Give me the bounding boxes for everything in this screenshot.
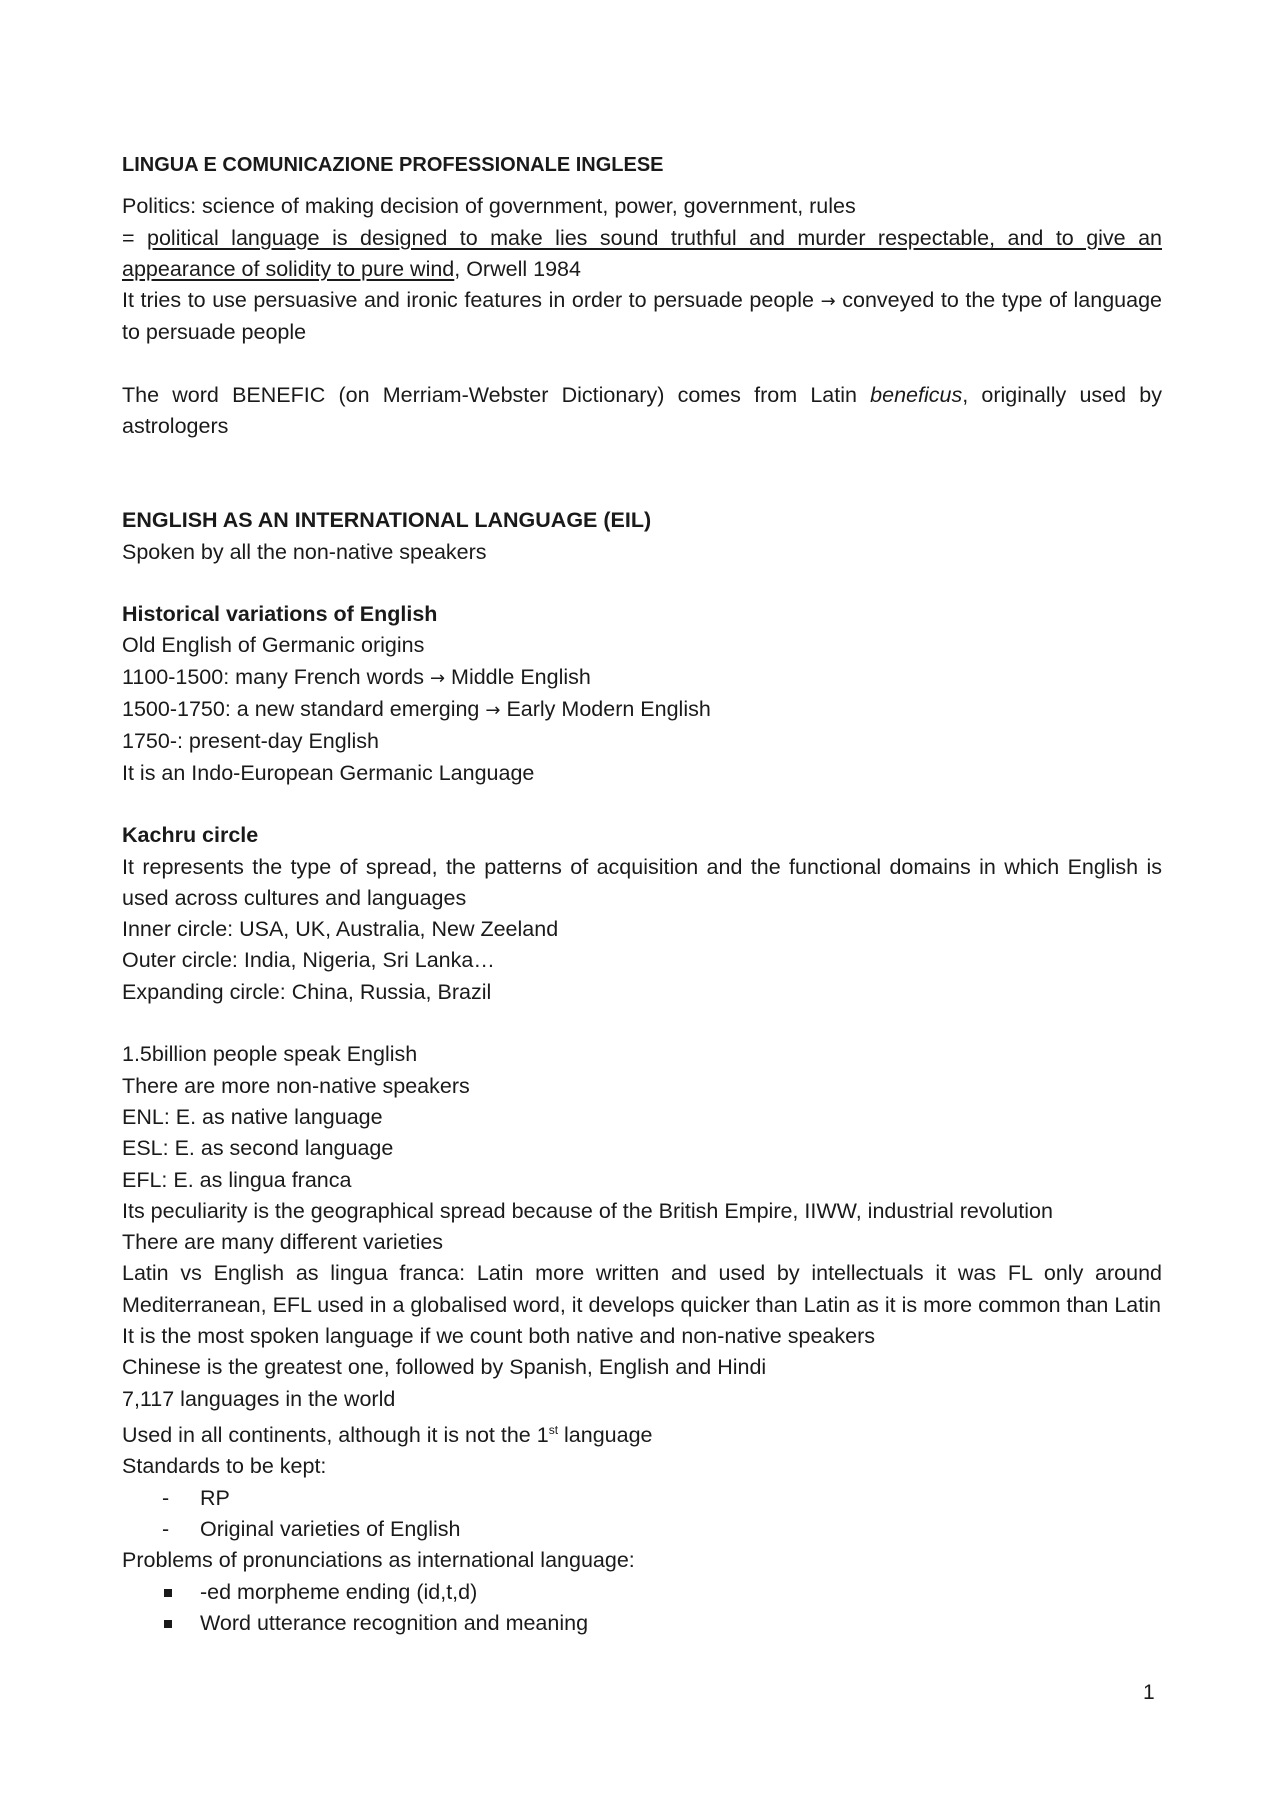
historical-period-1: 1100-1500: many French words [122,664,424,689]
fact-line: Latin vs English as lingua franca: Latin more written and used by intellectuals it was FL only around Mediterranean, EFL used in a globalised word, it develops quicker than Latin as it is more common than Latin [122,1261,1162,1317]
benefic-suffix: , originally used by astrologers [122,383,1162,439]
kachru-inner-circle: Inner circle: USA, UK, Australia, New Zeeland [122,917,559,942]
list-item [162,1483,1162,1514]
orwell-quote [122,223,1162,286]
ordinal-suffix: st [548,1422,559,1437]
historical-period-2: 1500-1750: a new standard emerging [122,697,480,722]
list-item [162,1608,1162,1639]
persuasion-line [122,285,1162,349]
list-item-text: -ed morpheme ending (id,t,d) [200,1579,478,1604]
historical-line-5: It is an Indo-European Germanic Language [122,760,535,785]
kachru-outer-circle: Outer circle: India, Nigeria, Sri Lanka… [122,948,495,973]
historical-line-2 [122,662,1162,694]
quote-attribution: , Orwell 1984 [454,256,581,281]
fact-text: Used in all continents, although it is not the 1 [122,1423,549,1448]
fact-line: ESL: E. as second language [122,1136,394,1161]
list-item [162,1577,1162,1608]
fact-line: Standards to be kept: [122,1454,327,1479]
fact-text: language [558,1423,653,1448]
historical-heading: Historical variations of English [122,602,438,627]
quote-prefix: = [122,225,148,250]
benefic-latin-term: beneficus [870,383,963,408]
list-item-text: Word utterance recognition and meaning [200,1610,589,1635]
dash-bullet-icon [162,1483,192,1514]
kachru-expanding-circle: Expanding circle: China, Russia, Brazil [122,979,492,1004]
orwell-quote-link[interactable]: political language is designed to make lies sound truthful and murder respectable, and to give an appearance of solidity to pure wind [122,225,1162,281]
fact-line: It is the most spoken language if we count both native and non-native speakers [122,1323,875,1348]
historical-line-3 [122,694,1162,726]
historical-line-1: Old English of Germanic origins [122,633,425,658]
standards-list [122,1483,1162,1546]
list-item [162,1514,1162,1545]
fact-line: Chinese is the greatest one, followed by Spanish, English and Hindi [122,1355,767,1380]
fact-line: ENL: E. as native language [122,1104,383,1129]
kachru-description: It represents the type of spread, the patterns of acquisition and the functional domains in which English is used across cultures and languages [122,854,1162,910]
historical-line-4: 1750-: present-day English [122,729,379,754]
fact-line [122,1415,1162,1451]
eil-heading: ENGLISH AS AN INTERNATIONAL LANGUAGE (EIL) [122,508,652,533]
benefic-text: The word BENEFIC (on Merriam-Webster Dictionary) comes from Latin [122,383,857,408]
kachru-heading: Kachru circle [122,823,259,848]
fact-line: EFL: E. as lingua franca [122,1167,352,1192]
historical-stage-2: Early Modern English [506,697,711,722]
benefic-paragraph [122,380,1162,443]
dash-bullet-icon [162,1514,192,1545]
fact-line: 1.5billion people speak English [122,1042,418,1067]
eil-subtitle: Spoken by all the non-native speakers [122,539,487,564]
fact-line: 7,117 languages in the world [122,1386,396,1411]
problems-list [122,1577,1162,1640]
arrow-right-icon: → [820,291,836,313]
fact-line: There are more non-native speakers [122,1073,470,1098]
list-item-text: Original varieties of English [200,1516,461,1541]
document-title: LINGUA E COMUNICAZIONE PROFESSIONALE INGLESE [122,154,664,176]
historical-stage-1: Middle English [451,664,591,689]
persuasion-text: It tries to use persuasive and ironic features in order to persuade people [122,288,814,313]
list-item-text: RP [200,1485,230,1510]
fact-line: Its peculiarity is the geographical spread because of the British Empire, IIWW, industrial revolution [122,1198,1053,1223]
arrow-right-icon: → [429,667,446,689]
persuasion-result: conveyed to the type of language to persuade people [122,288,1162,345]
problems-heading: Problems of pronunciations as international language: [122,1548,635,1573]
fact-line: There are many different varieties [122,1230,444,1255]
politics-definition: Politics: science of making decision of government, power, government, rules [122,194,856,219]
document-page [122,150,1162,1639]
page-number: 1 [1143,1681,1155,1704]
arrow-right-icon: → [485,700,501,722]
